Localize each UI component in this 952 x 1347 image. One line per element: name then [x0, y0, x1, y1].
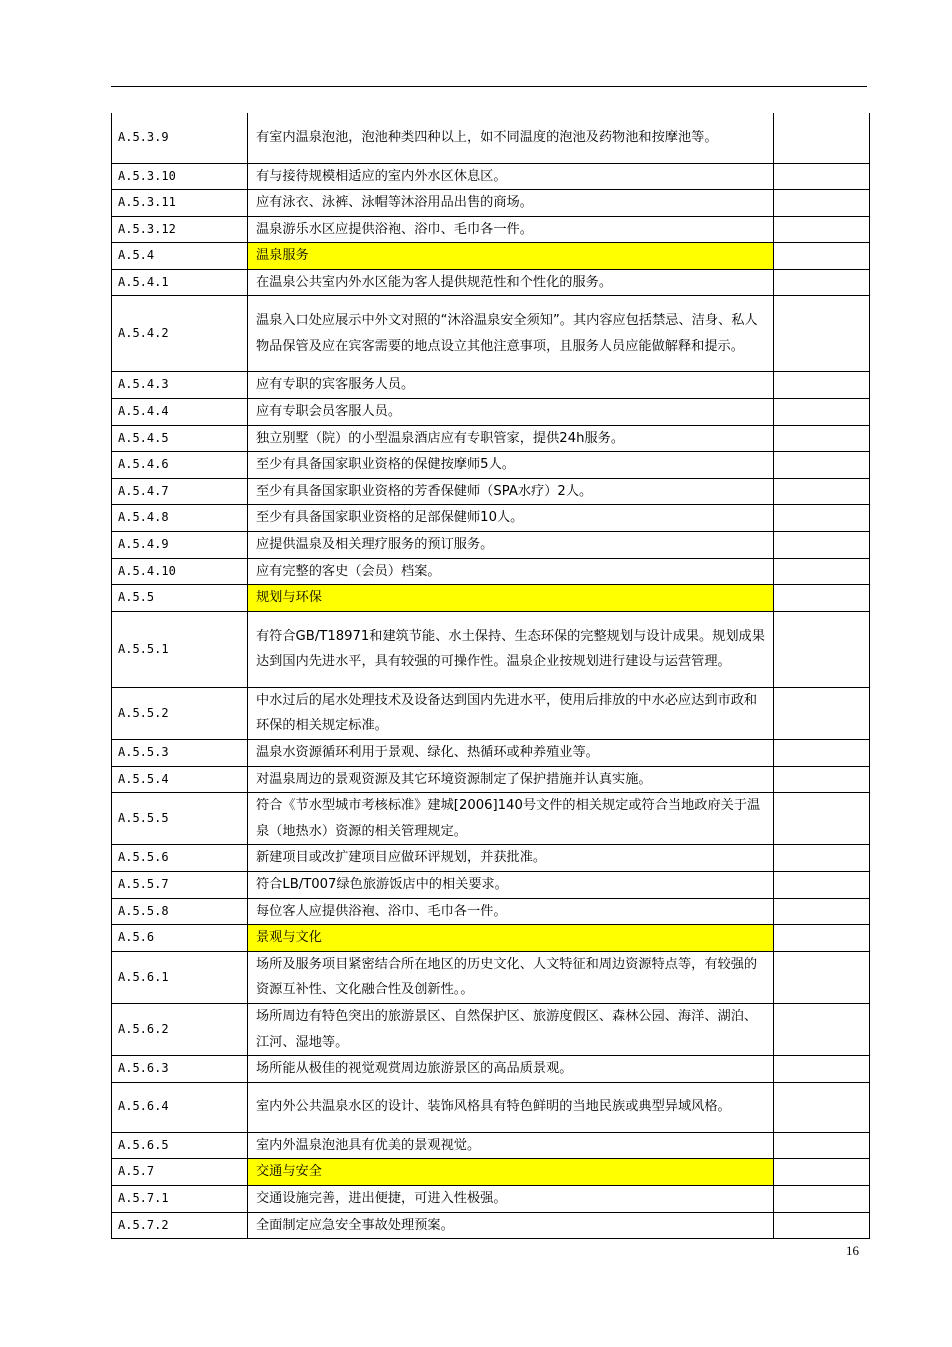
- clause-text: 应有完整的客史（会员）档案。: [248, 558, 774, 585]
- clause-text: 在温泉公共室内外水区能为客人提供规范性和个性化的服务。: [248, 269, 774, 296]
- score-cell: [774, 399, 870, 426]
- table-row: [112, 766, 870, 793]
- table-row: [112, 190, 870, 217]
- clause-text: 符合LB/T007绿色旅游饭店中的相关要求。: [248, 871, 774, 898]
- table-row: [112, 1212, 870, 1239]
- clause-text: 场所及服务项目紧密结合所在地区的历史文化、人文特征和周边资源特点等，有较强的资源互补性、文化融合性及创新性。。: [248, 951, 774, 1003]
- section-row: [112, 925, 870, 952]
- score-cell: [774, 1185, 870, 1212]
- table-row: [112, 296, 870, 372]
- clause-code: A.5.3.12: [112, 216, 248, 243]
- clause-code: A.5.5: [112, 585, 248, 612]
- score-cell: [774, 925, 870, 952]
- score-cell: [774, 113, 870, 163]
- score-cell: [774, 243, 870, 270]
- score-cell: [774, 1159, 870, 1186]
- table-row: [112, 1185, 870, 1212]
- table-row: [112, 372, 870, 399]
- score-cell: [774, 269, 870, 296]
- clause-code: A.5.5.2: [112, 687, 248, 739]
- table-row: [112, 216, 870, 243]
- score-cell: [774, 898, 870, 925]
- clause-text: 符合《节水型城市考核标准》建城[2006]140号文件的相关规定或符合当地政府关于温泉（地热水）资源的相关管理规定。: [248, 793, 774, 845]
- table-row: [112, 1056, 870, 1083]
- table-row: [112, 399, 870, 426]
- clause-code: A.5.4.2: [112, 296, 248, 372]
- score-cell: [774, 585, 870, 612]
- table-row: [112, 871, 870, 898]
- standards-table: [111, 113, 870, 1239]
- score-cell: [774, 163, 870, 190]
- score-cell: [774, 296, 870, 372]
- table-row: [112, 452, 870, 479]
- clause-text: 交通设施完善，进出便捷，可进入性极强。: [248, 1185, 774, 1212]
- clause-text: 温泉入口处应展示中外文对照的“沐浴温泉安全须知”。其内容应包括禁忌、洁身、私人物品保管及应在宾客需要的地点设立其他注意事项，且服务人员应能做解释和提示。: [248, 296, 774, 372]
- table-row: [112, 1132, 870, 1159]
- section-row: [112, 1159, 870, 1186]
- clause-code: A.5.4.8: [112, 505, 248, 532]
- score-cell: [774, 425, 870, 452]
- clause-text: 应有专职会员客服人员。: [248, 399, 774, 426]
- clause-text: 有与接待规模相适应的室内外水区休息区。: [248, 163, 774, 190]
- score-cell: [774, 793, 870, 845]
- standards-table-body: [112, 113, 870, 1239]
- clause-text: 全面制定应急安全事故处理预案。: [248, 1212, 774, 1239]
- clause-code: A.5.3.9: [112, 113, 248, 163]
- score-cell: [774, 687, 870, 739]
- clause-text: 至少有具备国家职业资格的保健按摩师5人。: [248, 452, 774, 479]
- score-cell: [774, 505, 870, 532]
- clause-code: A.5.4.10: [112, 558, 248, 585]
- score-cell: [774, 1212, 870, 1239]
- score-cell: [774, 372, 870, 399]
- table-row: [112, 687, 870, 739]
- section-row: [112, 243, 870, 270]
- clause-code: A.5.6.2: [112, 1003, 248, 1055]
- score-cell: [774, 1056, 870, 1083]
- score-cell: [774, 1082, 870, 1132]
- clause-code: A.5.6.4: [112, 1082, 248, 1132]
- clause-text: 应提供温泉及相关理疗服务的预订服务。: [248, 532, 774, 559]
- table-row: [112, 532, 870, 559]
- clause-code: A.5.5.8: [112, 898, 248, 925]
- clause-code: A.5.6.5: [112, 1132, 248, 1159]
- page-number: 16: [846, 1243, 859, 1258]
- section-title: 温泉服务: [248, 243, 774, 270]
- clause-text: 有室内温泉泡池，泡池种类四种以上，如不同温度的泡池及药物池和按摩池等。: [248, 113, 774, 163]
- clause-code: A.5.4: [112, 243, 248, 270]
- table-row: [112, 1003, 870, 1055]
- clause-text: 室内外温泉泡池具有优美的景观视觉。: [248, 1132, 774, 1159]
- clause-code: A.5.4.4: [112, 399, 248, 426]
- score-cell: [774, 611, 870, 687]
- score-cell: [774, 1132, 870, 1159]
- clause-text: 至少有具备国家职业资格的芳香保健师（SPA水疗）2人。: [248, 478, 774, 505]
- clause-code: A.5.7.2: [112, 1212, 248, 1239]
- score-cell: [774, 1003, 870, 1055]
- clause-code: A.5.5.6: [112, 845, 248, 872]
- clause-text: 温泉水资源循环利用于景观、绿化、热循环或种养殖业等。: [248, 740, 774, 767]
- clause-text: 室内外公共温泉水区的设计、装饰风格具有特色鲜明的当地民族或典型异域风格。: [248, 1082, 774, 1132]
- table-row: [112, 898, 870, 925]
- score-cell: [774, 740, 870, 767]
- score-cell: [774, 452, 870, 479]
- clause-text: 温泉游乐水区应提供浴袍、浴巾、毛巾各一件。: [248, 216, 774, 243]
- score-cell: [774, 951, 870, 1003]
- clause-text: 应有泳衣、泳裤、泳帽等沐浴用品出售的商场。: [248, 190, 774, 217]
- clause-code: A.5.4.7: [112, 478, 248, 505]
- section-title: 规划与环保: [248, 585, 774, 612]
- clause-text: 应有专职的宾客服务人员。: [248, 372, 774, 399]
- section-row: [112, 585, 870, 612]
- clause-code: A.5.4.3: [112, 372, 248, 399]
- table-row: [112, 163, 870, 190]
- clause-code: A.5.6.3: [112, 1056, 248, 1083]
- table-row: [112, 1082, 870, 1132]
- score-cell: [774, 216, 870, 243]
- score-cell: [774, 532, 870, 559]
- clause-text: 每位客人应提供浴袍、浴巾、毛巾各一件。: [248, 898, 774, 925]
- clause-code: A.5.7.1: [112, 1185, 248, 1212]
- table-row: [112, 793, 870, 845]
- clause-text: 对温泉周边的景观资源及其它环境资源制定了保护措施并认真实施。: [248, 766, 774, 793]
- clause-text: 场所能从极佳的视觉观赏周边旅游景区的高品质景观。: [248, 1056, 774, 1083]
- clause-code: A.5.4.5: [112, 425, 248, 452]
- clause-code: A.5.6: [112, 925, 248, 952]
- clause-code: A.5.5.3: [112, 740, 248, 767]
- table-row: [112, 845, 870, 872]
- section-title: 交通与安全: [248, 1159, 774, 1186]
- clause-code: A.5.4.9: [112, 532, 248, 559]
- table-row: [112, 113, 870, 163]
- table-row: [112, 558, 870, 585]
- table-row: [112, 425, 870, 452]
- clause-code: A.5.4.6: [112, 452, 248, 479]
- clause-text: 中水过后的尾水处理技术及设备达到国内先进水平，使用后排放的中水必应达到市政和环保的相关规定标准。: [248, 687, 774, 739]
- clause-text: 新建项目或改扩建项目应做环评规划，并获批准。: [248, 845, 774, 872]
- clause-text: 独立别墅（院）的小型温泉酒店应有专职管家，提供24h服务。: [248, 425, 774, 452]
- header-rule: [111, 86, 867, 87]
- clause-text: 有符合GB/T18971和建筑节能、水土保持、生态环保的完整规划与设计成果。规划成果达到国内先进水平，具有较强的可操作性。温泉企业按规划进行建设与运营管理。: [248, 611, 774, 687]
- clause-code: A.5.5.4: [112, 766, 248, 793]
- clause-code: A.5.7: [112, 1159, 248, 1186]
- score-cell: [774, 190, 870, 217]
- table-row: [112, 740, 870, 767]
- section-title: 景观与文化: [248, 925, 774, 952]
- score-cell: [774, 845, 870, 872]
- clause-text: 至少有具备国家职业资格的足部保健师10人。: [248, 505, 774, 532]
- table-row: [112, 611, 870, 687]
- clause-code: A.5.5.1: [112, 611, 248, 687]
- clause-code: A.5.5.5: [112, 793, 248, 845]
- clause-code: A.5.6.1: [112, 951, 248, 1003]
- score-cell: [774, 766, 870, 793]
- score-cell: [774, 478, 870, 505]
- table-row: [112, 478, 870, 505]
- score-cell: [774, 558, 870, 585]
- score-cell: [774, 871, 870, 898]
- clause-code: A.5.5.7: [112, 871, 248, 898]
- clause-code: A.5.4.1: [112, 269, 248, 296]
- clause-code: A.5.3.10: [112, 163, 248, 190]
- table-row: [112, 269, 870, 296]
- table-row: [112, 951, 870, 1003]
- table-row: [112, 505, 870, 532]
- clause-code: A.5.3.11: [112, 190, 248, 217]
- clause-text: 场所周边有特色突出的旅游景区、自然保护区、旅游度假区、森林公园、海洋、湖泊、江河、湿地等。: [248, 1003, 774, 1055]
